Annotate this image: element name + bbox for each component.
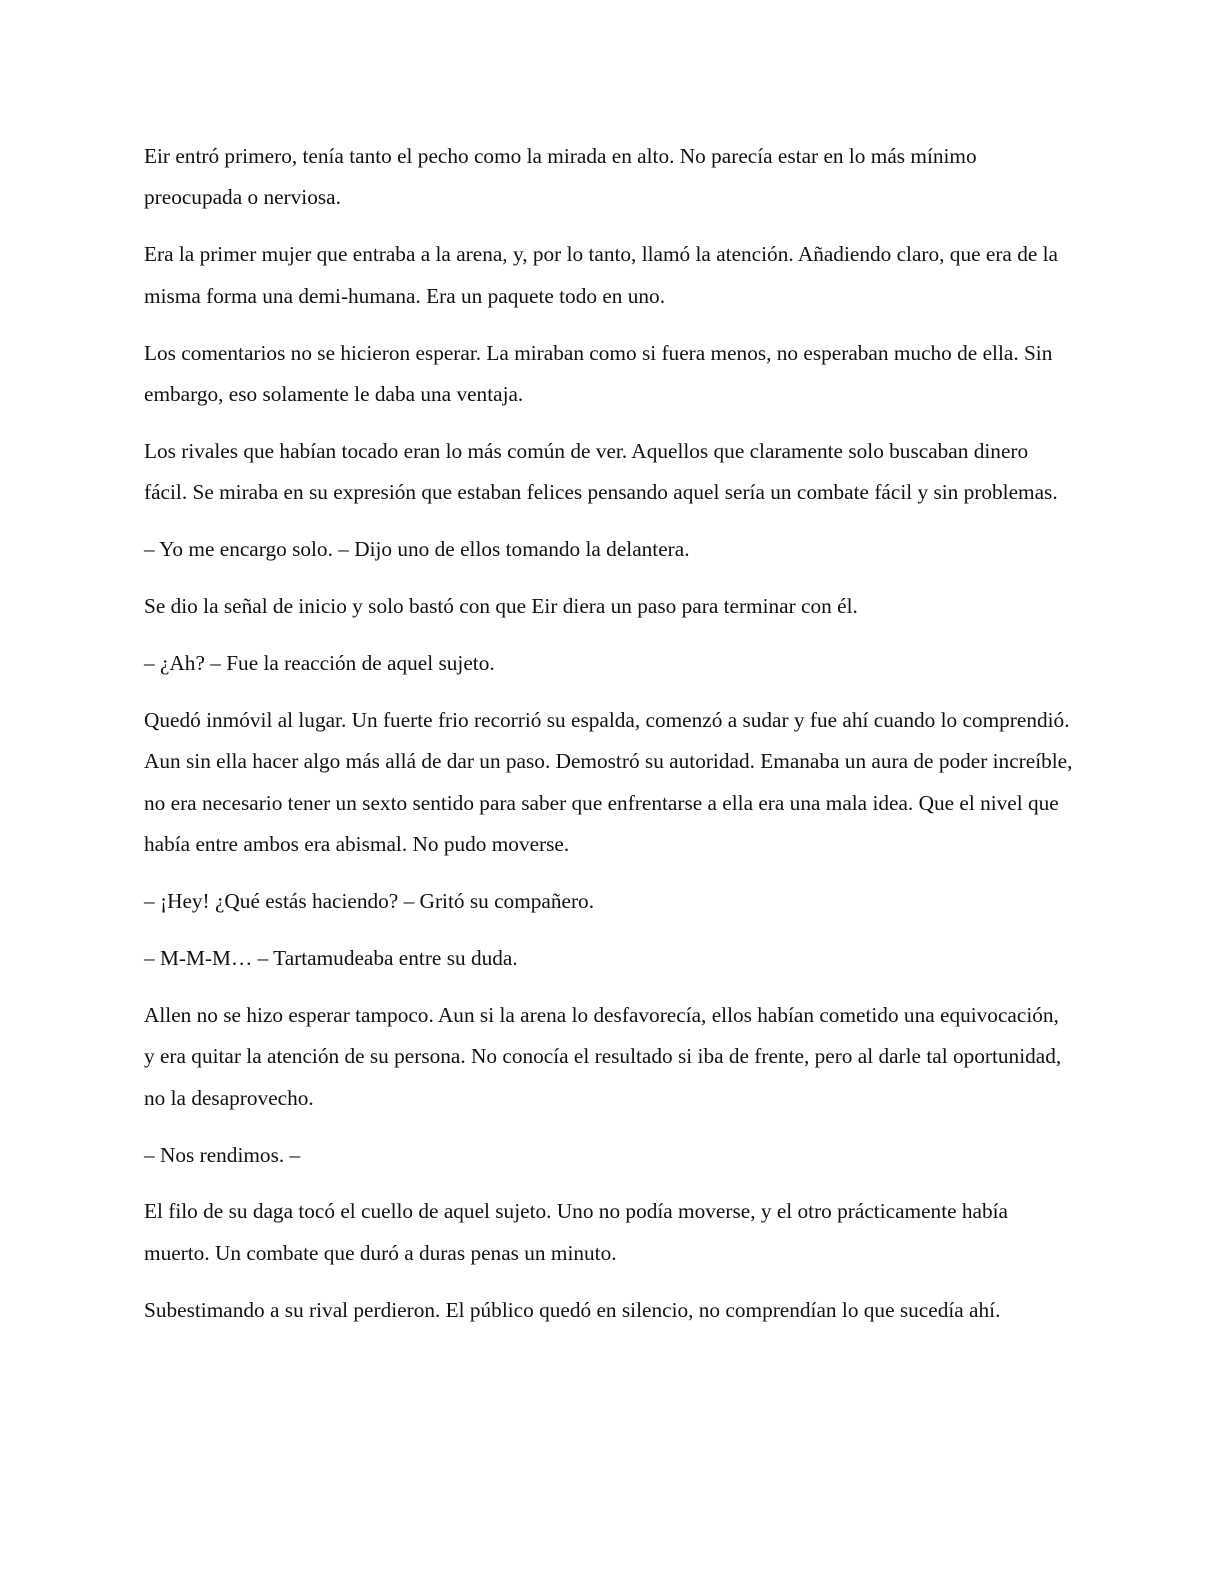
paragraph: – M-M-M… – Tartamudeaba entre su duda. [144,945,518,970]
paragraph: Se dio la señal de inicio y solo bastó con que Eir diera un paso para terminar con él. [144,594,858,619]
paragraph: Subestimando a su rival perdieron. El público quedó en silencio, no comprendían lo que sucedía ahí. [144,1297,1001,1322]
paragraph: – ¡Hey! ¿Qué estás haciendo? – Gritó su compañero. [144,888,595,913]
paragraph: El filo de su daga tocó el cuello de aquel sujeto. Uno no podía moverse, y el otro prácticamente había muerto. Un combate que duró a duras penas un minuto. [144,1199,1009,1265]
paragraph: Era la primer mujer que entraba a la arena, y, por lo tanto, llamó la atención. Añadiendo claro, que era de la misma forma una demi-humana. Era un paquete todo en uno. [144,242,1058,308]
paragraph: Allen no se hizo esperar tampoco. Aun si la arena lo desfavorecía, ellos habían cometido una equivocación, y era quitar la atención de su persona. No conocía el resultado si iba de frente, pero al darle tal oportunidad, no la desaprovecho. [144,1002,1062,1110]
paragraph: – ¿Ah? – Fue la reacción de aquel sujeto. [144,651,495,676]
paragraph: – Yo me encargo solo. – Dijo uno de ellos tomando la delantera. [144,537,690,562]
paragraph: Los comentarios no se hicieron esperar. La miraban como si fuera menos, no esperaban mucho de ella. Sin embargo, eso solamente le daba una ventaja. [144,340,1053,406]
document-body [144,136,1074,1347]
paragraph: Eir entró primero, tenía tanto el pecho como la mirada en alto. No parecía estar en lo más mínimo preocupada o nerviosa. [144,144,977,210]
paragraph: Quedó inmóvil al lugar. Un fuerte frio recorrió su espalda, comenzó a sudar y fue ahí cuando lo comprendió. Aun sin ella hacer algo más allá de dar un paso. Demostró su autoridad. Emanaba un aura de poder increíble, no era necesario tener un sexto sentido para saber que enfrentarse a ella era una mala idea. Que el nivel que había entre ambos era abismal. No pudo moverse. [144,708,1073,856]
paragraph: – Nos rendimos. – [144,1142,301,1167]
paragraph: Los rivales que habían tocado eran lo más común de ver. Aquellos que claramente solo buscaban dinero fácil. Se miraba en su expresión que estaban felices pensando aquel sería un combate fácil y sin problemas. [144,438,1058,505]
